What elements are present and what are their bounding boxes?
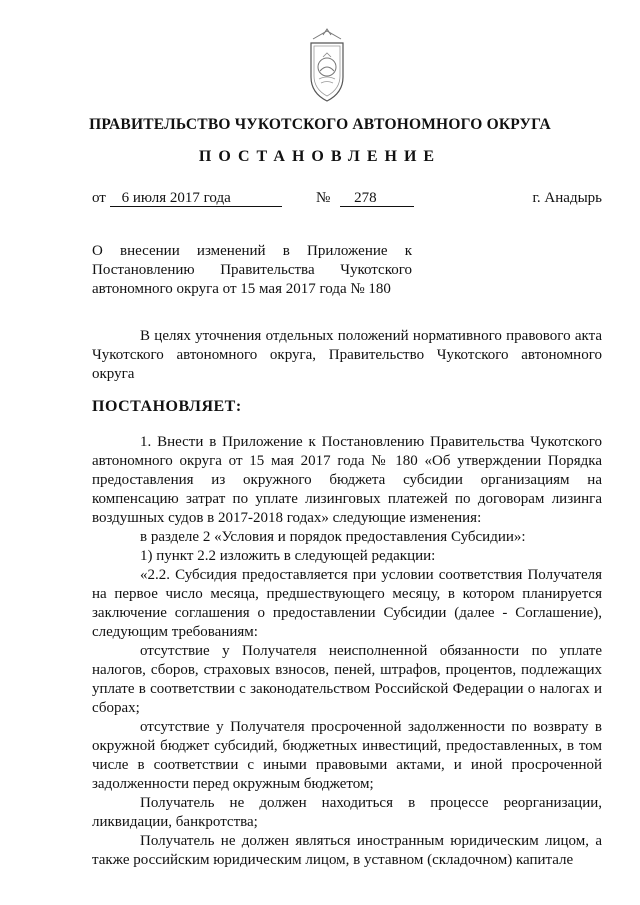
- coat-of-arms-icon: [303, 27, 351, 105]
- paragraph: «2.2. Субсидия предоставляется при условии соответствия Получателя на первое число месяца, предшествующего месяцу, в котором планируется заключение соглашения о предоставлении Субсидии (далее - Соглашение), следующим требованиям:: [92, 567, 602, 640]
- date-from-label: от: [92, 190, 106, 206]
- document-subject: [92, 242, 412, 299]
- document-type: ПОСТАНОВЛЕНИЕ: [198, 148, 442, 165]
- number-label: №: [316, 190, 331, 206]
- paragraph: отсутствие у Получателя неисполненной обязанности по уплате налогов, сборов, страховых взносов, пеней, штрафов, процентов, подлежащих уплате в соответствии с законодательством Российской Федерации о налогах и сборах;: [92, 643, 602, 716]
- document-number: 278: [340, 190, 414, 207]
- paragraph: Получатель не должен являться иностранным юридическим лицом, а также российским юридическим лицом, в уставном (складочном) капитале: [92, 833, 602, 868]
- document-body: [92, 433, 602, 870]
- document-date: 6 июля 2017 года: [110, 190, 282, 207]
- city: г. Анадырь: [532, 190, 602, 206]
- preamble: [92, 327, 602, 384]
- paragraph: отсутствие у Получателя просроченной задолженности по возврату в окружной бюджет субсидий, бюджетных инвестиций, предоставленных, в том числе в соответствии с иными правовыми актами, и иной просроченной задолженности перед окружным бюджетом;: [92, 719, 602, 792]
- preamble-text: В целях уточнения отдельных положений нормативного правового акта Чукотского автономного округа, Правительство Чукотского автономного округа: [92, 328, 602, 382]
- paragraph: 1. Внести в Приложение к Постановлению Правительства Чукотского автономного округа от 15 мая 2017 года № 180 «Об утверждении Порядка предоставления из окружного бюджета субсидии организациям на компенсацию затрат по уплате лизинговых платежей по договорам лизинга воздушных судов в 2017-2018 годах» следующие изменения:: [92, 434, 602, 526]
- paragraph: 1) пункт 2.2 изложить в следующей редакции:: [140, 548, 436, 564]
- subject-line: Постановлению Правительства Чукотского: [92, 262, 412, 278]
- paragraph: в разделе 2 «Условия и порядок предоставления Субсидии»:: [140, 529, 526, 545]
- subject-line: автономного округа от 15 мая 2017 года № 180: [92, 281, 391, 297]
- date-line: [92, 190, 282, 207]
- resolve-heading: ПОСТАНОВЛЯЕТ:: [92, 398, 242, 415]
- paragraph: Получатель не должен находиться в процессе реорганизации, ликвидации, банкротства;: [92, 795, 602, 830]
- organization-name: ПРАВИТЕЛЬСТВО ЧУКОТСКОГО АВТОНОМНОГО ОКРУГА: [89, 116, 551, 133]
- subject-line: О внесении изменений в Приложение к: [92, 243, 412, 259]
- number-line: [316, 190, 414, 207]
